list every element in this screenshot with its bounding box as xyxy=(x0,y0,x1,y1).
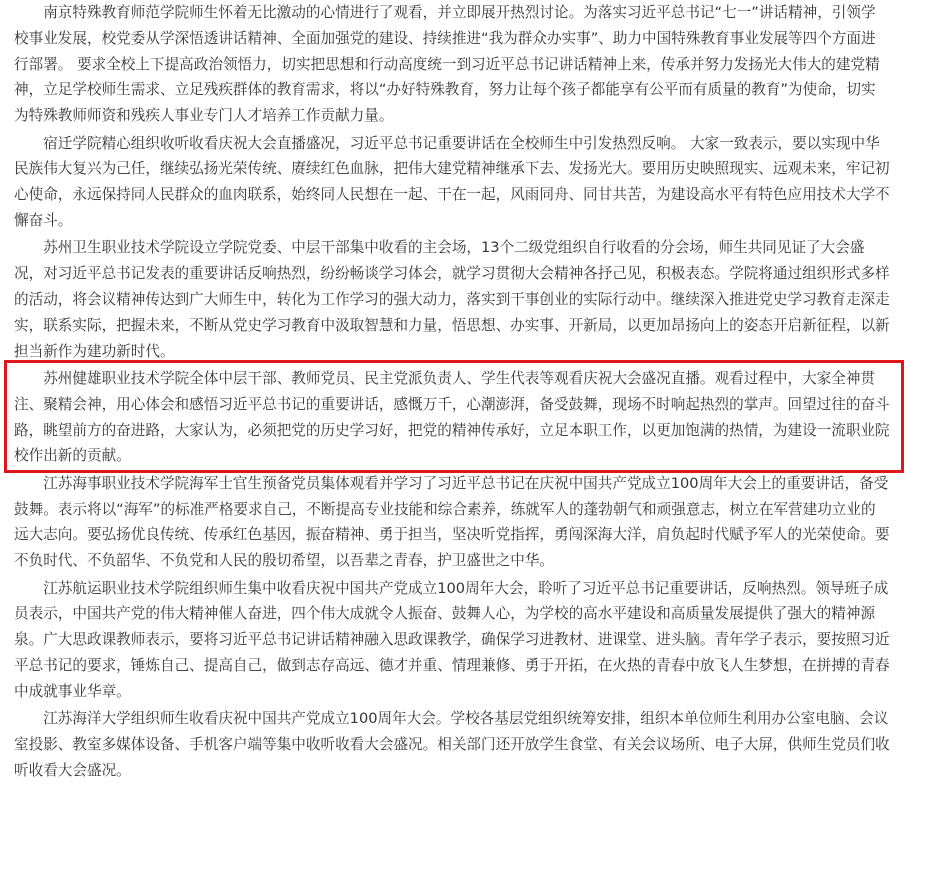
paragraph-jiangsu-ocean-university: 江苏海洋大学组织师生收看庆祝中国共产党成立100周年大会。学校各基层党组织统筹安排，组织本单位师生利用办公室电脑、会议室投影、教室多媒体设备、手机客户端等集中收听收看大会盛况。相关部门还开放学生食堂、有关会议场所、电子大屏，供师生党员们收听收看大会盛况。 xyxy=(14,710,890,779)
paragraph-jiangsu-maritime-college: 江苏海事职业技术学院海军士官生预备党员集体观看并学习了习近平总书记在庆祝中国共产党成立100周年大会上的重要讲话，备受鼓舞。表示将以“海军”的标准严格要求自己，不断提高专业技能和综合素养，练就军人的蓬勃朝气和顽强意志，树立在军营建功立业的远大志向。要弘扬优良传统、传承红色基因，振奋精神、勇于担当，坚决听党指挥，勇闯深海大洋，肩负起时代赋予军人的光荣使命。要不负时代、不负韶华、不负党和人民的殷切希望，以吾辈之青春，护卫盛世之中华。 xyxy=(14,474,890,570)
paragraph-jiangsu-shipping-college: 江苏航运职业技术学院组织师生集中收看庆祝中国共产党成立100周年大会，聆听了习近平总书记重要讲话，反响热烈。领导班子成员表示，中国共产党的伟大精神催人奋进，四个伟大成就令人振奋、鼓舞人心，为学校的高水平建设和高质量发展提供了强大的精神源泉。广大思政课教师表示，要将习近平总书记讲话精神融入思政课教学，确保学习进教材、进课堂、进头脑。青年学子表示，要按照习近平总书记的要求，锤炼自己、提高自己，做到志存高远、德才并重、情理兼修、勇于开拓，在火热的青春中放飞人生梦想，在拼搏的青春中成就事业华章。 xyxy=(14,579,890,700)
paragraph-suzhou-chien-shiung-college: 苏州健雄职业技术学院全体中层干部、教师党员、民主党派负责人、学生代表等观看庆祝大会盛况直播。观看过程中，大家全神贯注、聚精会神，用心体会和感悟习近平总书记的重要讲话，感慨万千，心潮澎湃，备受鼓舞，现场不时响起热烈的掌声。回望过往的奋斗路，眺望前方的奋进路，大家认为，必须把党的历史学习好，把党的精神传承好，立足本职工作，以更加饱满的热情，为建设一流职业院校作出新的贡献。 xyxy=(14,369,890,465)
paragraph-suqian-university: 宿迁学院精心组织收听收看庆祝大会直播盛况，习近平总书记重要讲话在全校师生中引发热烈反响。 大家一致表示，要以实现中华民族伟大复兴为己任，继续弘扬光荣传统、赓续红色血脉，把伟大建党精神继承下去、发扬光大。要用历史映照现实、远观未来，牢记初心使命，永远保持同人民群众的血肉联系，始终同人民想在一起、干在一起，风雨同舟、同甘共苦，为建设高水平有特色应用技术大学不懈奋斗。 xyxy=(14,134,890,229)
paragraph-nanjing-special-education: 南京特殊教育师范学院师生怀着无比激动的心情进行了观看，并立即展开热烈讨论。为落实习近平总书记“七一”讲话精神，引领学校事业发展，校党委从学深悟透讲话精神、全面加强党的建设、持续推进“我为群众办实事”、助力中国特殊教育事业发展等四个方面进行部署。 要求全校上下提高政治领悟力，切实把思想和行动高度统一到习近平总书记讲话精神上来，传承并努力发扬光大伟大的建党精神，立足学校师生需求、立足残疾群体的教育需求，将以“办好特殊教育，努力让每个孩子都能享有公平而有质量的教育”为使命，切实为特殊教师师资和残疾人事业专门人才培养工作贡献力量。 xyxy=(14,4,880,125)
article-body xyxy=(14,0,890,783)
paragraph-suzhou-health-college: 苏州卫生职业技术学院设立学院党委、中层干部集中收看的主会场，13个二级党组织自行收看的分会场，师生共同见证了大会盛况，对习近平总书记发表的重要讲话反响热烈，纷纷畅谈学习体会，就学习贯彻大会精神各抒己见，积极表态。学院将通过组织形式多样的活动，将会议精神传达到广大师生中，转化为工作学习的强大动力，落实到干事创业的实际行动中。继续深入推进党史学习教育走深走实，联系实际，把握未来，不断从党史学习教育中汲取智慧和力量，悟思想、办实事、开新局，以更加昂扬向上的姿态开启新征程，以新担当新作为建功新时代。 xyxy=(14,239,890,360)
